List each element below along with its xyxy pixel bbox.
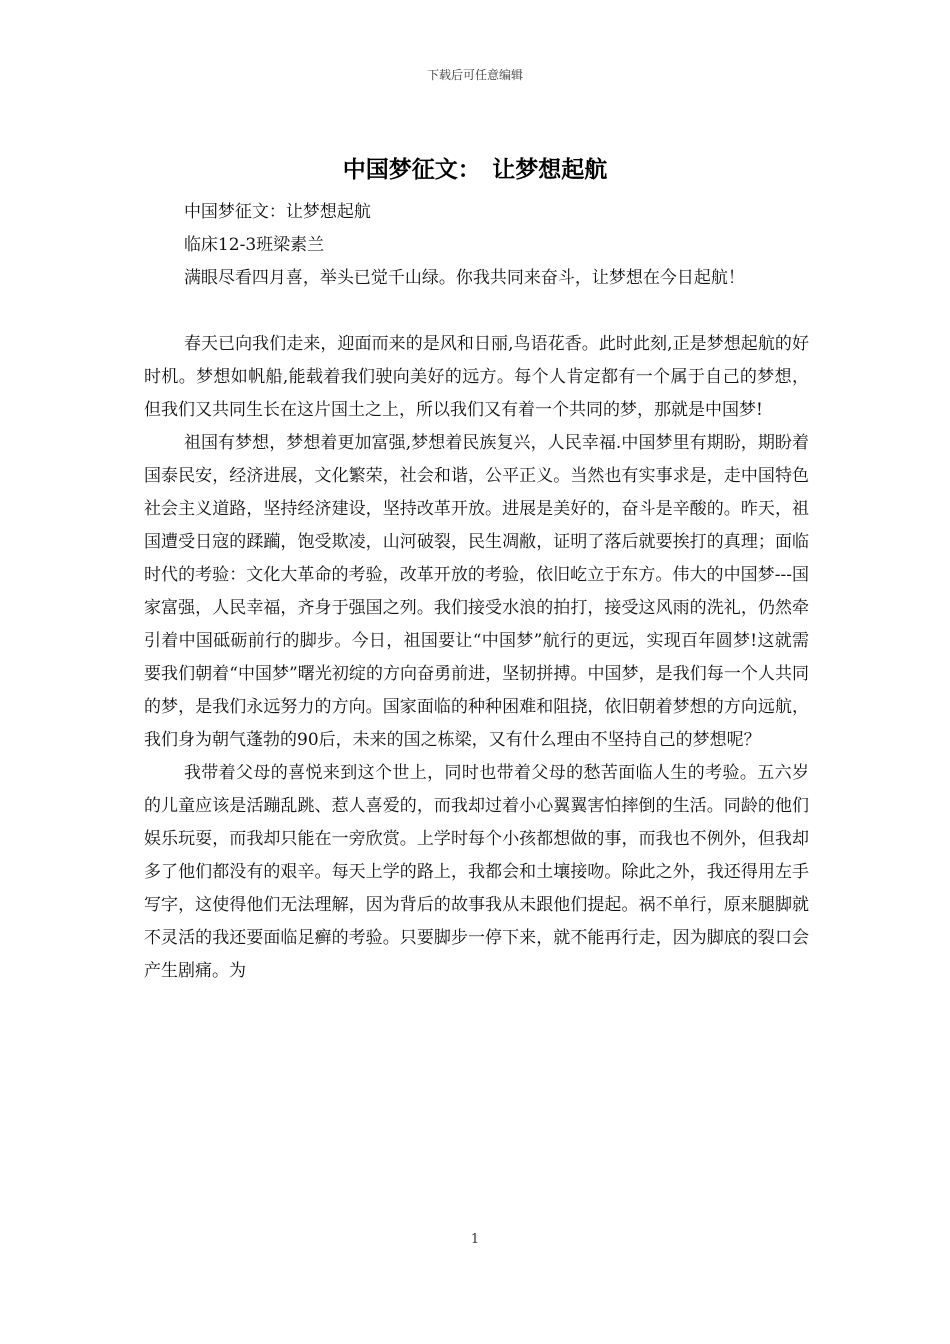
paragraph-personal-story: 我带着父母的喜悦来到这个世上，同时也带着父母的愁苦面临人生的考验。五六岁的儿童应该是活蹦乱跳、惹人喜爱的，而我却过着小心翼翼害怕摔倒的生活。同龄的他们娱乐玩耍，而我却只能在一旁欣赏。上学时每个小孩都想做的事，而我也不例外，但我却多了他们都没有的艰辛。每天上学的路上，我都会和土壤接吻。除此之外，我还得用左手写字，这使得他们无法理解，因为背后的故事我从未跟他们提起。祸不单行，原来腿脚就不灵活的我还要面临足癣的考验。只要脚步一停下来，就不能再行走，因为脚底的裂口会产生剧痛。为 <box>144 763 809 981</box>
page-header-note: 下载后可任意编辑 <box>426 68 523 82</box>
document-body <box>144 196 809 988</box>
paragraph-motherland-dream: 祖国有梦想，梦想着更加富强,梦想着民族复兴，人民幸福.中国梦里有期盼，期盼着国泰民安，经济进展，文化繁荣，社会和谐，公平正义。当然也有实事求是，走中国特色社会主义道路，坚持经济建设，坚持改革开放。进展是美好的，奋斗是辛酸的。昨天，祖国遭受日寇的蹂躏，饱受欺凌，山河破裂，民生凋敝，证明了落后就要挨打的真理；面临时代的考验：文化大革命的考验，改革开放的考验，依旧屹立于东方。伟大的中国梦---国家富强，人民幸福，齐身于强国之列。我们接受水浪的拍打，接受这风雨的洗礼，仍然牵引着中国砥砺前行的脚步。今日，祖国要让“中国梦”航行的更远，实现百年圆梦!这就需要我们朝着“中国梦”曙光初绽的方向奋勇前进，坚韧拼搏。中国梦，是我们每一个人共同的梦，是我们永远努力的方向。国家面临的种种困难和阻挠，依旧朝着梦想的方向远航，我们身为朝气蓬勃的90后，未来的国之栋梁，又有什么理由不坚持自己的梦想呢？ <box>144 433 809 750</box>
author-line: 临床12-3班梁素兰 <box>183 235 325 255</box>
epigraph: 满眼尽看四月喜，举头已觉千山绿。你我共同来奋斗，让梦想在今日起航！ <box>183 268 745 288</box>
paragraph-spring: 春天已向我们走来，迎面而来的是风和日丽,鸟语花香。此时此刻,正是梦想起航的好时机。梦想如帆船,能载着我们驶向美好的远方。每个人肯定都有一个属于自己的梦想，但我们又共同生长在这片国土之上，所以我们又有着一个共同的梦，那就是中国梦! <box>144 334 809 420</box>
page-number: 1 <box>470 1232 480 1247</box>
document-title: 中国梦征文： 让梦想起航 <box>342 156 608 183</box>
document-subtitle: 中国梦征文：让梦想起航 <box>183 202 371 222</box>
